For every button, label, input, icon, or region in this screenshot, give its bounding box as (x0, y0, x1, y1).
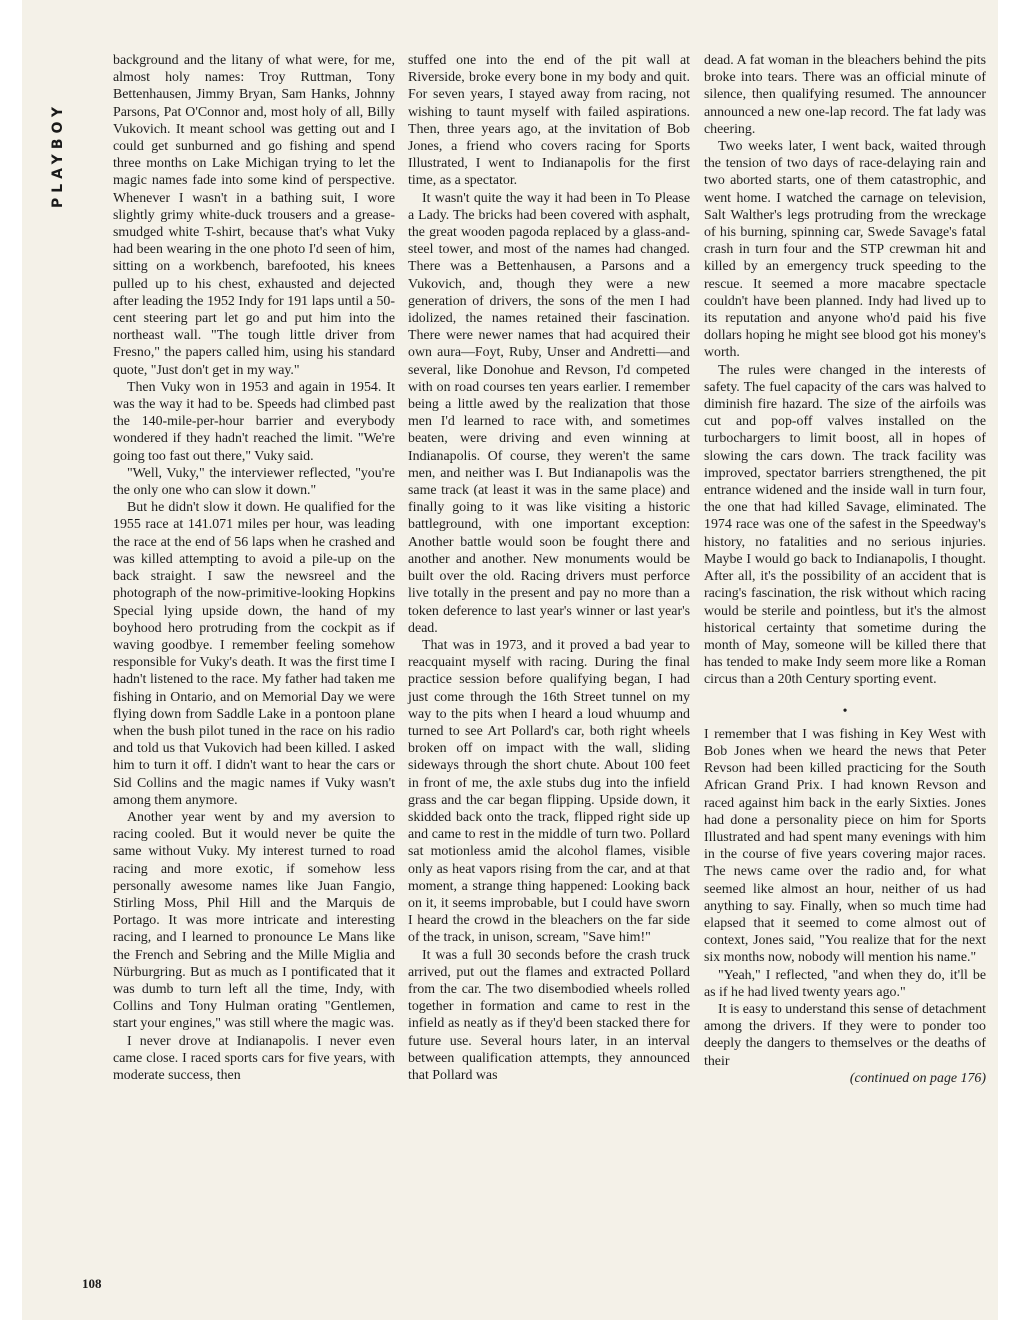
column-1 (113, 52, 395, 1084)
paragraph: It was a full 30 seconds before the crash truck arrived, put out the flames and extracted Pollard from the car. The two disembodied wheels rolled together in formation and came to rest in the infield as neatly as if they'd been stacked there for future use. Several hours later, in an interval between qualification attempts, they announced that Pollard was (408, 947, 690, 1083)
paragraph: The rules were changed in the interests of safety. The fuel capacity of the cars was halved to diminish fire hazard. The size of the airfoils was cut and pop-off valves installed on the turbochargers to limit boost, all in hopes of slowing the cars down. The track facility was improved, spectator barriers strengthened, the pit entrance widened and the inside wall in turn four, the one that had killed Savage, eliminated. The 1974 race was one of the safest in the Speedway's history, no fatalities and no serious injuries. Maybe I would go back to Indianapolis, I thought. After all, it's the possibility of an accident that is racing's fascination, the risk without which racing would be sterile and pointless, but it's the almost historical certainty that sometime during the month of May, someone will be killed there that has tended to make Indy seem more like a Roman circus than a 20th Century sporting event. (704, 362, 986, 688)
paragraph: Then Vuky won in 1953 and again in 1954. It was the way it had to be. Speeds had climbed past the 140-mile-per-hour barrier and everybody wondered if they hadn't reached the limit. "We're going too fast out there," Vuky said. (113, 379, 395, 464)
page-number: 108 (82, 1276, 102, 1291)
continued-notice: (continued on page 176) (849, 1070, 986, 1086)
paragraph: Another year went by and my aversion to racing cooled. But it would never be quite the same without Vuky. My interest turned to road racing and more exotic, if somehow less personally awesome names like Juan Fangio, Stirling Moss, Phil Hill and the Marquis de Portago. It was more intricate and interesting racing, and I learned to pronounce Le Mans like the French and Sebring and the Mille Miglia and Nürburgring. But as much as I pontificated that it was dumb to turn left all the time, Indy, with Collins and Tony Hulman orating "Gentlemen, start your engines," was still where the magic was. (113, 809, 395, 1032)
column-3 (704, 52, 986, 1087)
paragraph: "Yeah," I reflected, "and when they do, it'll be as if he had lived twenty years ago." (704, 967, 986, 1000)
paragraph: It is easy to understand this sense of detachment among the drivers. If they were to ponder too deeply the dangers to themselves or the deaths of their (704, 1001, 986, 1069)
paragraph: That was in 1973, and it proved a bad year to reacquaint myself with racing. During the final practice session before qualifying began, I had just come through the 16th Street tunnel on my way to the pits when I heard a loud whuump and turned to see Art Pollard's car, both right wheels broken off on impact with the wall, sliding sideways through the short chute. About 100 feet in front of me, the axle stubs dug into the infield grass and the car began flipping. Upside down, it skidded back onto the track, flipped right side up and came to rest in the middle of turn two. Pollard sat motionless amid the alcohol flames, visible only as heat vapors rising from the car, and at that moment, a strange thing happened: Looking back on it, it seems improbable, but I could have sworn I heard the crowd in the bleachers on the far side of the track, in unison, scream, "Save him!" (408, 637, 690, 946)
magazine-brand: PLAYBOY (50, 101, 66, 208)
paragraph: stuffed one into the end of the pit wall at Riverside, broke every bone in my body and quit. For seven years, I stayed away from racing, not wishing to taunt myself with failed aspirations. Then, three years ago, at the invitation of Bob Jones, a friend who covers racing for Sports Illustrated, I went to Indianapolis for the first time, as a spectator. (408, 53, 690, 189)
paragraph: dead. A fat woman in the bleachers behind the pits broke into tears. There was an official minute of silence, then qualifying resumed. The announcer announced a new one-lap record. The fat lady was cheering. (704, 53, 986, 137)
paragraph: background and the litany of what were, for me, almost holy names: Troy Ruttman, Tony Bettenhausen, Jimmy Bryan, Sam Hanks, Johnny Parsons, Pat O'Connor and, most holy of all, Billy Vukovich. It meant school was getting out and I could get sunburned and go fishing and spend three months on Lake Michigan trying to let the magic names fade into some kind of perspective. Whenever I wasn't in a bathing suit, I wore slightly grimy white-duck trousers and a grease-smudged white T-shirt, because that's what Vuky had been wearing in the one photo I'd seen of him, sitting on a workbench, barefooted, his knees pulled up to his chest, exhausted and dejected after leading the 1952 Indy for 191 laps until a 50-cent steering part let go and put him into the northeast wall. "The tough little driver from Fresno," the papers called him, using his standard quote, "Just don't get in my way." (113, 53, 395, 378)
magazine-page (22, 0, 998, 1320)
paragraph: "Well, Vuky," the interviewer reflected, "you're the only one who can slow it down." (113, 465, 395, 499)
paragraph: Two weeks later, I went back, waited through the tension of two days of race-delaying rain and two aborted starts, one of them catastrophic, and went home. I watched the carnage on television, Salt Walther's legs protruding from the wreckage of his burning, spinning car, Swede Savage's fatal crash in turn four and the STP crewman hit and killed by an emergency truck speeding to the rescue. It seemed a more macabre spectacle couldn't have been planned. Indy had lived up to its reputation and anyone who'd paid his five dollars hoping he might see blood got his money's worth. (704, 139, 986, 361)
paragraph: It wasn't quite the way it had been in To Please a Lady. The bricks had been covered with asphalt, the great wooden pagoda replaced by a glass-and-steel tower, and most of the names had changed. There was a Bettenhausen, a Parsons and a Vukovich, and, though they were a new generation of drivers, the sons of the men I had idolized, the names retained their fascination. There were newer names that had acquired their own aura—Foyt, Ruby, Unser and Andretti—and several, like Donohue and Revson, I'd competed with on road courses ten years earlier. I remember being a little awed by the realization that those men I'd learned to race with, and sometimes beaten, were driving and even winning at Indianapolis. Of course, they weren't the same men, and neither was I. But Indianapolis was the same track (at least it was in the same place) and finally going to it was like visiting a historic battleground, with one important exception: Another battle would soon be fought there and another and another. New monuments would be built over the old. Racing drivers must perforce live totally in the present and pay no more than a token deference to last year's winner or last year's dead. (408, 190, 690, 636)
paragraph: I remember that I was fishing in Key West with Bob Jones when we heard the news that Peter Revson had been killed practicing for the South African Grand Prix. I had known Revson and raced against him back in the early Sixties. Jones had done a personality piece on him for Sports Illustrated and had spent many evenings with him in the course of five years covering major races. The news came over the radio and, for what seemed like almost an hour, neither of us had anything to say. Finally, when so much time had elapsed that it seemed to come almost out of context, Jones said, "You realize that for the next six months now, nobody will mention his name." (704, 726, 986, 966)
section-separator: • (842, 703, 848, 719)
paragraph: But he didn't slow it down. He qualified for the 1955 race at 141.071 miles per hour, was leading the race at the end of 56 laps when he crashed and was killed attempting to avoid a pile-up on the back straight. I saw the newsreel and the photograph of the now-primitive-looking Hopkins Special lying upside down, the hand of my boyhood hero protruding from the cockpit as if waving goodbye. I remember feeling somehow responsible for Vuky's death. It was the first time I hadn't listened to the race. My father had taken me fishing in Ontario, and on Memorial Day we were flying down from Saddle Lake in a pontoon plane when the bush pilot tuned in the race on his radio and told us that Vukovich had been killed. I asked him to turn it off. I didn't want to hear the cars or Sid Collins and the magic names if Vuky wasn't among them anymore. (113, 500, 395, 808)
paragraph: I never drove at Indianapolis. I never even came close. I raced sports cars for five years, with moderate success, then (113, 1033, 395, 1083)
column-2 (408, 52, 690, 1084)
